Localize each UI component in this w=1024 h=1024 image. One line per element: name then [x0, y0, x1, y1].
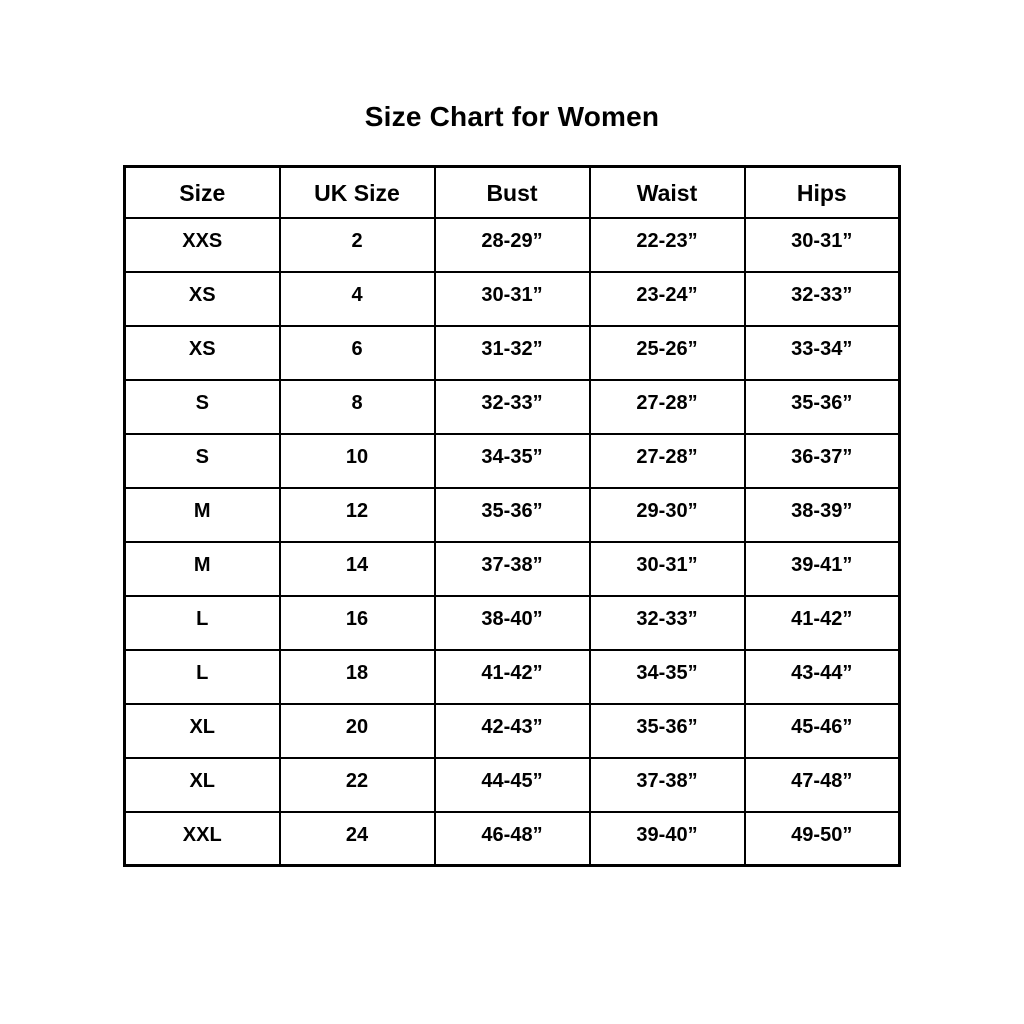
size-chart-table: [123, 165, 901, 867]
table-cell: 34-35”: [590, 650, 745, 704]
table-cell: M: [125, 488, 280, 542]
table-cell: 27-28”: [590, 434, 745, 488]
table-cell: 28-29”: [435, 218, 590, 272]
table-row: [125, 434, 900, 488]
page-title: Size Chart for Women: [364, 101, 660, 132]
table-cell: 18: [280, 650, 435, 704]
table-row: [125, 218, 900, 272]
table-cell: 49-50”: [745, 812, 900, 866]
table-cell: 32-33”: [745, 272, 900, 326]
table-cell: 4: [280, 272, 435, 326]
table-cell: 6: [280, 326, 435, 380]
table-cell: 2: [280, 218, 435, 272]
table-cell: S: [125, 380, 280, 434]
size-chart-header: [125, 167, 900, 218]
table-cell: XS: [125, 326, 280, 380]
table-row: [125, 542, 900, 596]
table-cell: 8: [280, 380, 435, 434]
table-cell: 41-42”: [435, 650, 590, 704]
column-header-waist: Waist: [590, 167, 745, 218]
table-cell: S: [125, 434, 280, 488]
table-cell: 34-35”: [435, 434, 590, 488]
table-cell: 35-36”: [745, 380, 900, 434]
table-cell: XXS: [125, 218, 280, 272]
table-cell: 24: [280, 812, 435, 866]
table-row: [125, 704, 900, 758]
table-cell: 29-30”: [590, 488, 745, 542]
header-row: [125, 167, 900, 218]
table-cell: 25-26”: [590, 326, 745, 380]
table-cell: 10: [280, 434, 435, 488]
table-cell: L: [125, 596, 280, 650]
table-row: [125, 272, 900, 326]
table-cell: 20: [280, 704, 435, 758]
table-cell: 12: [280, 488, 435, 542]
table-cell: 41-42”: [745, 596, 900, 650]
table-cell: 31-32”: [435, 326, 590, 380]
table-cell: 45-46”: [745, 704, 900, 758]
table-cell: 30-31”: [435, 272, 590, 326]
table-row: [125, 812, 900, 866]
table-cell: 30-31”: [745, 218, 900, 272]
table-cell: 43-44”: [745, 650, 900, 704]
table-cell: M: [125, 542, 280, 596]
table-cell: 42-43”: [435, 704, 590, 758]
table-row: [125, 596, 900, 650]
table-cell: XL: [125, 704, 280, 758]
table-row: [125, 380, 900, 434]
table-cell: 35-36”: [590, 704, 745, 758]
table-cell: 39-40”: [590, 812, 745, 866]
column-header-hips: Hips: [745, 167, 900, 218]
table-cell: XXL: [125, 812, 280, 866]
table-cell: 22: [280, 758, 435, 812]
table-cell: XS: [125, 272, 280, 326]
table-cell: L: [125, 650, 280, 704]
table-cell: 37-38”: [435, 542, 590, 596]
table-cell: 32-33”: [435, 380, 590, 434]
table-cell: 44-45”: [435, 758, 590, 812]
column-header-uk-size: UK Size: [280, 167, 435, 218]
size-chart-body: [125, 218, 900, 866]
table-cell: 37-38”: [590, 758, 745, 812]
table-row: [125, 488, 900, 542]
table-cell: 23-24”: [590, 272, 745, 326]
table-row: [125, 326, 900, 380]
table-cell: 47-48”: [745, 758, 900, 812]
table-cell: 39-41”: [745, 542, 900, 596]
table-cell: 38-39”: [745, 488, 900, 542]
table-cell: 35-36”: [435, 488, 590, 542]
table-cell: 30-31”: [590, 542, 745, 596]
table-cell: XL: [125, 758, 280, 812]
table-cell: 36-37”: [745, 434, 900, 488]
table-cell: 22-23”: [590, 218, 745, 272]
table-cell: 46-48”: [435, 812, 590, 866]
table-row: [125, 758, 900, 812]
table-cell: 38-40”: [435, 596, 590, 650]
table-cell: 32-33”: [590, 596, 745, 650]
table-cell: 27-28”: [590, 380, 745, 434]
table-cell: 16: [280, 596, 435, 650]
column-header-size: Size: [125, 167, 280, 218]
column-header-bust: Bust: [435, 167, 590, 218]
table-row: [125, 650, 900, 704]
table-cell: 14: [280, 542, 435, 596]
table-cell: 33-34”: [745, 326, 900, 380]
